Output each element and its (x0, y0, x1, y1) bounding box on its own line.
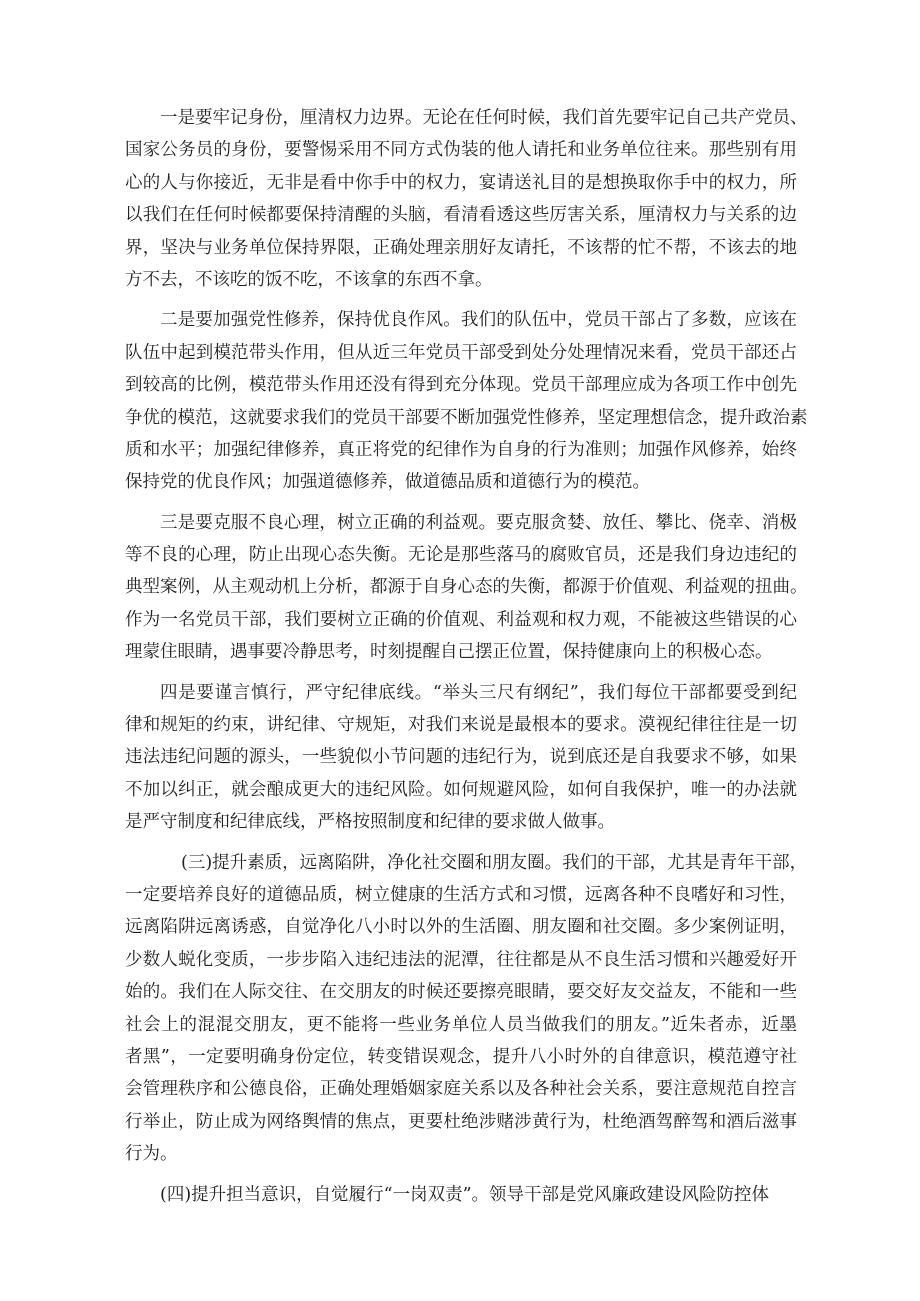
paragraph-line: 到较高的比例，模范带头作用还没有得到充分体现。党员干部理应成为各项工作中创先 (125, 375, 797, 396)
paragraph-line: 典型案例，从主观动机上分析，都源于自身心态的失衡，都源于价值观、利益观的扭曲。 (125, 577, 808, 598)
paragraph-line: (四)提升担当意识，自觉履行“一岗双责”。领导干部是党风廉政建设风险防控体 (160, 1184, 770, 1205)
paragraph-line: 律和规矩的约束，讲纪律、守规矩，对我们来说是最根本的要求。漠视纪律往往是一切 (125, 715, 797, 736)
paragraph-line: 队伍中起到模范带头作用，但从近三年党员干部受到处分处理情况来看，党员干部还占 (125, 342, 797, 363)
paragraph-line: 保持党的优良作风；加强道德修养，做道德品质和道德行为的模范。 (125, 472, 650, 493)
paragraph (125, 102, 808, 296)
paragraph-line: 三是要克服不良心理，树立正确的利益观。要克服贪婪、放任、攀比、侥幸、消极 (160, 512, 797, 533)
paragraph (125, 304, 808, 498)
paragraph-line: 少数人蜕化变质，一步步陷入违纪违法的泥潭，往往都是从不良生活习惯和兴趣爱好开 (125, 949, 797, 970)
paragraph-line: 界，坚决与业务单位保持界限，正确处理亲朋好友请托，不该帮的忙不帮，不该去的地 (125, 237, 797, 258)
paragraph-line: 心的人与你接近，无非是看中你手中的权力，宴请送礼目的是想换取你手中的权力，所 (125, 172, 797, 193)
paragraph-line: 始的。我们在人际交往、在交朋友的时候还要擦亮眼睛，要交好友交益友，不能和一些 (125, 982, 797, 1003)
paragraph-line: 行举止，防止成为网络舆情的焦点，更要杜绝涉赌涉黄行为，杜绝酒驾醉驾和酒后滋事 (125, 1111, 797, 1132)
paragraph-line: (三)提升素质，远离陷阱，净化社交圈和朋友圈。我们的干部，尤其是青年干部， (181, 852, 808, 873)
paragraph (125, 847, 808, 1171)
paragraph-line: 方不去，不该吃的饭不吃，不该拿的东西不拿。 (125, 269, 493, 290)
paragraph-line: 国家公务员的身份，要警惕采用不同方式伪装的他人请托和业务单位往来。那些别有用 (125, 140, 797, 161)
paragraph (125, 507, 808, 669)
paragraph-line: 不加以纠正，就会酿成更大的违纪风险。如何规避风险，如何自我保护，唯一的办法就 (125, 779, 797, 800)
paragraph-line: 理蒙住眼睛，遇事要冷静思考，时刻提醒自己摆正位置，保持健康向上的积极心态。 (125, 642, 773, 663)
paragraph-line: 作为一名党员干部，我们要树立正确的价值观、利益观和权力观，不能被这些错误的心 (125, 609, 797, 630)
paragraph-line: 是严守制度和纪律底线，严格按照制度和纪律的要求做人做事。 (125, 812, 615, 833)
paragraph-line: 违法违纪问题的源头，一些貌似小节问题的违纪行为，说到底还是自我要求不够，如果 (125, 747, 797, 768)
paragraph-line: 质和水平；加强纪律修养，真正将党的纪律作为自身的行为准则；加强作风修养，始终 (125, 439, 797, 460)
paragraph-line: 会管理秩序和公德良俗，正确处理婚姻家庭关系以及各种社会关系，要注意规范自控言 (125, 1079, 797, 1100)
paragraph-line: 者黑”，一定要明确身份定位，转变错误观念，提升八小时外的自律意识，模范遵守社 (125, 1046, 797, 1067)
paragraph-line: 二是要加强党性修养，保持优良作风。我们的队伍中，党员干部占了多数，应该在 (160, 310, 797, 331)
document-body (125, 102, 808, 1219)
paragraph-line: 远离陷阱远离诱惑，自觉净化八小时以外的生活圈、朋友圈和社交圈。多少案例证明， (125, 917, 797, 938)
paragraph-line: 争优的模范，这就要求我们的党员干部要不断加强党性修养，坚定理想信念，提升政治素 (125, 407, 808, 428)
paragraph-line: 一定要培养良好的道德品质，树立健康的生活方式和习惯，远离各种不良嗜好和习性， (125, 884, 797, 905)
paragraph-line: 社会上的混混交朋友，更不能将一些业务单位人员当做我们的朋友。”近朱者赤，近墨 (125, 1014, 797, 1035)
paragraph (125, 1179, 797, 1211)
paragraph-line: 等不良的心理，防止出现心态失衡。无论是那些落马的腐败官员，还是我们身边违纪的 (125, 545, 797, 566)
paragraph (125, 677, 797, 839)
paragraph-line: 一是要牢记身份，厘清权力边界。无论在任何时候，我们首先要牢记自己共产党员、 (160, 108, 808, 128)
paragraph-line: 四是要谨言慎行，严守纪律底线。“举头三尺有纲纪”，我们每位干部都要受到纪 (160, 682, 797, 703)
paragraph-line: 行为。 (125, 1144, 178, 1165)
paragraph-line: 以我们在任何时候都要保持清醒的头脑，看清看透这些厉害关系，厘清权力与关系的边 (125, 205, 797, 226)
